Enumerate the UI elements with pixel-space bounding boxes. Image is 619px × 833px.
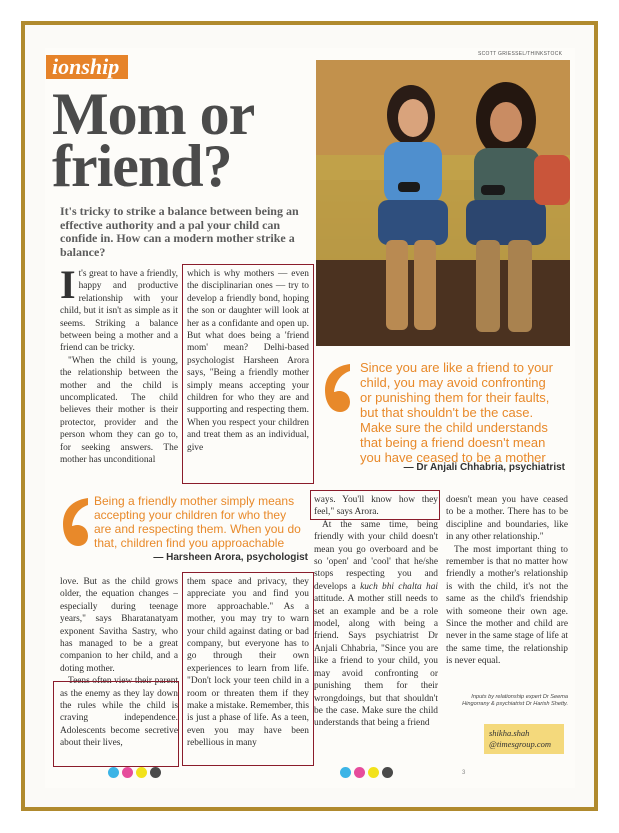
yellow-dot (136, 767, 147, 778)
photo-illustration (316, 60, 570, 346)
col3-para1: ways. You'll know how they feel," says Arora. (314, 495, 438, 518)
col3-para2-start: At the same time, being friendly with your child doesn't mean you go overboard and be so 'open' and 'cool' that he/she stops respecting you and develops a (314, 519, 438, 592)
cyan-dot (340, 767, 351, 778)
magenta-dot (122, 767, 133, 778)
author-email: @timesgroup.com (489, 739, 552, 749)
quote-mark-icon (322, 362, 352, 414)
col3-para2-end: attitude. A mother still needs to set an example and be a role model, along with being a friend. Says psychiatrist Dr Anjali Chhabria, "Since you are like a friend to your child, you may avoid confronting or punishing them for their wrongdoings, but that shouldn't be the case. Make sure the child understands that being a friend (314, 594, 438, 729)
standfirst: It's tricky to strike a balance between being an effective authority and a pal your child can confide in. How can a modern mother strike a balance? (60, 204, 299, 259)
headline (52, 81, 312, 199)
magenta-dot (354, 767, 365, 778)
column-4 (446, 494, 568, 668)
mother-daughter-photo (316, 60, 570, 346)
column-2 (187, 268, 309, 454)
section-tab: ionship (46, 55, 128, 79)
col4-para1: doesn't mean you have ceased to be a mother. There has to be discipline and boundaries, like in any other relationship." (446, 495, 568, 543)
quote-mark-icon (60, 496, 90, 548)
cyan-dot (108, 767, 119, 778)
headline-line1: Mom or (52, 81, 255, 147)
registration-dots-right (340, 765, 396, 777)
quote1-text: Since you are like a friend to your child, you may avoid confronting or punishing them for their faults, but that shouldn't be the case. Make sure the child understands that being a friend doesn't mean you have ceased to be a mother (360, 360, 553, 465)
registration-dots-left (108, 765, 164, 777)
column-3 (314, 494, 438, 730)
headline-line2: friend? (52, 133, 232, 199)
black-dot (150, 767, 161, 778)
col1-para1: t's great to have a friendly, happy and productive relationship with your child, but it isn't as simple as it seems. Striking a balance between being a mother and a friend can be tricky. (60, 269, 178, 354)
black-dot (382, 767, 393, 778)
col3-italic-phrase: kuch bhi chalta hai (360, 581, 438, 592)
quote2-text: Being a friendly mother simply means accepting your children for who they are and respecting them. When you do that, children find you approachable (94, 494, 301, 550)
column-5 (60, 576, 178, 750)
col5-para2: Teens often view their parent as the enemy as they lay down the rules while the child is craving independence. Adolescents become secretive about their lives, (60, 676, 178, 749)
quote2-attribution: — Harsheen Arora, psychologist (153, 552, 308, 563)
col6-para1: them space and privacy, they appreciate you and find you more approachable." As a mother, you may try to warn your child against dating or bad company, but everyone has to go through their own experiences to learn from life. "Don't lock your teen child in a room or threaten them if they make a mistake. Remember, this is just a phase of life. As a teen, even you may have been rebellious in many (187, 577, 309, 749)
author-signature (484, 724, 564, 754)
column-6 (187, 576, 309, 750)
col2-para1: which is why mothers — even the disciplinarian ones — try to develop a friendly bond, hoping the son or daughter will look at her as a confidante and open up. But what does being a 'friend mom' mean? Delhi-based psychologist Harsheen Arora says, "Being a friendly mother simply means accepting your children for who they are and supporting and respecting them. When you respect your children and treat them as an individual, give (187, 269, 309, 453)
drop-cap: I (60, 262, 76, 307)
col3-para2 (314, 519, 438, 730)
col4-para2: The most important thing to remember is that no matter how friendly a mother's relationship is with the child, it's not the same as the child's friendship with someone their own age. Since the mother and child are never in the same stage of life at the same time, the relationship is never equal. (446, 544, 568, 667)
yellow-dot (368, 767, 379, 778)
quote1-attribution: — Dr Anjali Chhabria, psychiatrist (403, 462, 565, 473)
inputs-credit: Inputs by relationship expert Dr Seema Hingorrany & psychiatrist Dr Harish Shetty. (462, 694, 568, 707)
author-name: shikha.shah (489, 728, 530, 738)
col1-para2: "When the child is young, the relationship between the mother and the child is uncomplicated. The child believes their mother is their protector, provider and the person whom they can go to, for seeking answers. The mother has unconditional (60, 355, 178, 466)
photo-credit: SCOTT GRIESSEL/THINKSTOCK (478, 51, 563, 57)
column-1 (60, 262, 178, 467)
col5-para1: love. But as the child grows older, the equation changes – especially during teenage years," says Bharatanatyam exponent Savitha Sastry, who has managed to be a great companion to her child, and a doting mother. (60, 577, 178, 674)
page-number: 3 (462, 770, 466, 776)
